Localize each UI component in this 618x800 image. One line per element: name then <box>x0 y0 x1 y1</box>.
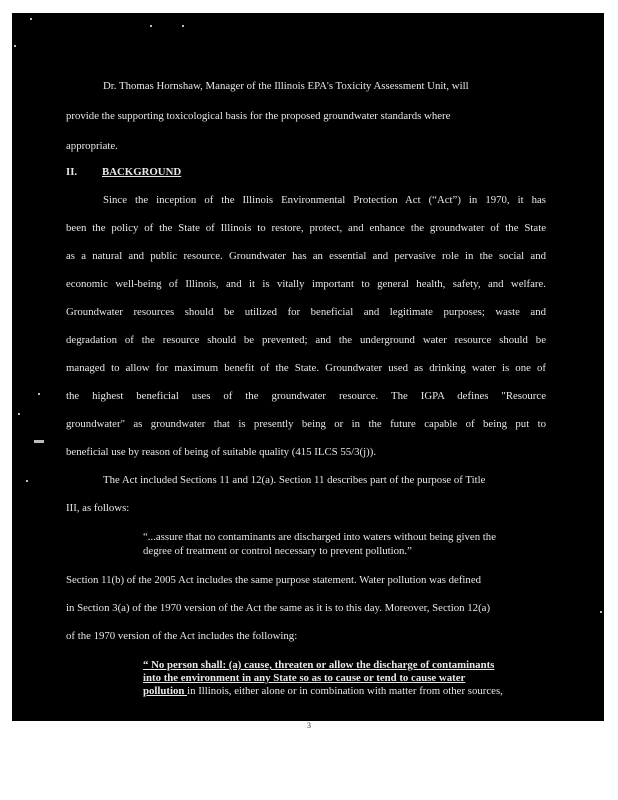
intro-line: appropriate. <box>66 140 118 152</box>
section-title: BACKGROUND <box>102 166 182 178</box>
page-number: 3 <box>307 721 311 730</box>
paragraph-line: beneficial use by reason of being of suitable quality (415 ILCS 55/3(j)). <box>66 446 377 458</box>
statute-quote-rest: in Illinois, either alone or in combination with matter from other sources, <box>187 685 503 697</box>
scan-speck <box>150 25 152 27</box>
scan-speck <box>30 18 32 20</box>
paragraph-line: in Section 3(a) of the 1970 version of the Act the same as it is to this day. Moreover, Section 12(a) <box>66 602 491 614</box>
paragraph-line: Section 11(b) of the 2005 Act includes the same purpose statement. Water pollution was defined <box>66 574 482 586</box>
scan-speck <box>26 480 28 482</box>
scan-speck <box>38 393 40 395</box>
statute-quote-line: “ No person shall: (a) cause, threaten or allow the discharge of contaminants <box>143 659 495 671</box>
paragraph-line: as a natural and public resource. Groundwater has an essential and pervasive role in the social and <box>66 250 546 262</box>
scan-speck <box>600 611 602 613</box>
paragraph-line: III, as follows: <box>66 502 130 514</box>
paragraph-line: Groundwater resources should be utilized for beneficial and legitimate purposes; waste and <box>66 306 546 318</box>
block-quote-line: “...assure that no contaminants are discharged into waters without being given the <box>143 531 497 543</box>
intro-line: Dr. Thomas Hornshaw, Manager of the Illinois EPA's Toxicity Assessment Unit, will <box>103 80 469 92</box>
scan-speck <box>14 45 16 47</box>
statute-quote-line: into the environment in any State so as to cause or tend to cause water <box>143 672 466 684</box>
paragraph-line: managed to allow for maximum benefit of the State. Groundwater used as drinking water is one of <box>66 362 546 374</box>
paragraph-line: degradation of the resource should be prevented; and the underground water resource should be <box>66 334 546 346</box>
paragraph-line: been the policy of the State of Illinois to restore, protect, and enhance the groundwater of the State <box>66 222 546 234</box>
paragraph-line: Since the inception of the Illinois Environmental Protection Act (“Act”) in 1970, it has <box>103 194 546 206</box>
scan-speck <box>18 413 20 415</box>
block-quote-line: degree of treatment or control necessary to prevent pollution.” <box>143 545 412 557</box>
paragraph-line: economic well-being of Illinois, and it is vitally important to general health, safety, and welfare. <box>66 278 546 290</box>
paragraph-line: The Act included Sections 11 and 12(a). Section 11 describes part of the purpose of Title <box>103 474 486 486</box>
paragraph-line: of the 1970 version of the Act includes the following: <box>66 630 298 642</box>
section-heading <box>66 165 181 179</box>
scan-speck <box>34 440 44 443</box>
statute-quote-bold: pollution <box>143 685 188 697</box>
section-number: II. <box>66 166 78 178</box>
statute-quote-line <box>143 685 547 698</box>
intro-line: provide the supporting toxicological basis for the proposed groundwater standards where <box>66 110 451 122</box>
paragraph-line: groundwater" as groundwater that is presently being or in the future capable of being put to <box>66 418 546 430</box>
scanned-page <box>12 13 604 721</box>
scan-speck <box>182 25 184 27</box>
paragraph-line: the highest beneficial uses of the groundwater resource. The IGPA defines "Resource <box>66 390 546 402</box>
